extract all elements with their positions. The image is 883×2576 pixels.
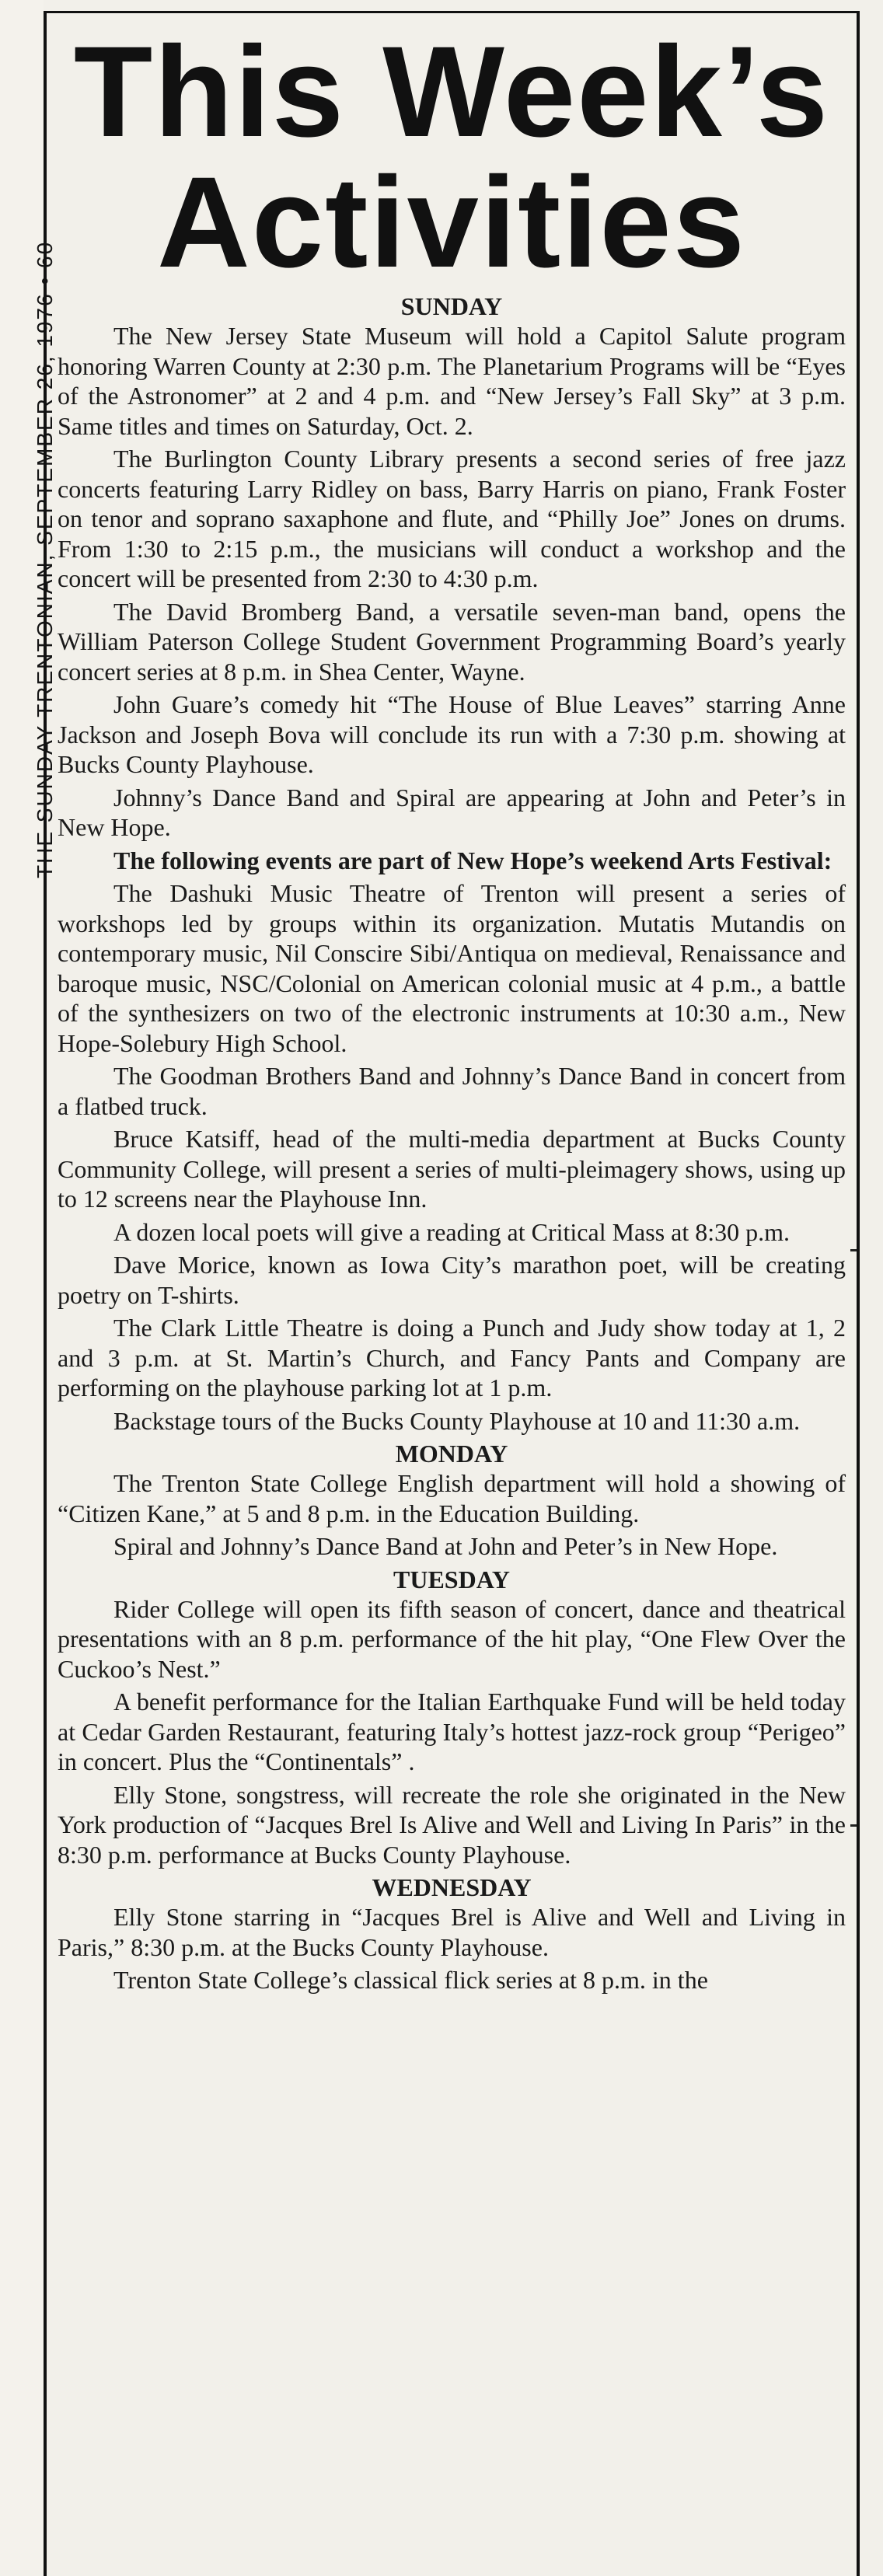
headline-line-2: Activities [156, 151, 747, 295]
running-header: THE SUNDAY TRENTONIAN, SEPTEMBER 26, 1976 • 60 [33, 240, 57, 878]
column-rule-tick [850, 1249, 857, 1251]
article-box [44, 11, 860, 2576]
event-paragraph: Elly Stone starring in “Jacques Brel is Alive and Well and Living in Paris,” 8:30 p.m. at the Bucks County Playhouse. [58, 1903, 846, 1961]
event-paragraph: The Clark Little Theatre is doing a Punch and Judy show today at 1, 2 and 3 p.m. at St. Martin’s Church, and Fancy Pants and Company are performing on the playhouse parking lot at 1 p.m. [58, 1314, 846, 1401]
event-paragraph: Rider College will open its fifth season of concert, dance and theatrical presentations with an 8 p.m. performance of the hit play, “One Flew Over the Cuckoo’s Nest.” [58, 1594, 846, 1683]
headline [47, 20, 857, 295]
event-paragraph: Spiral and Johnny’s Dance Band at John and Peter’s in New Hope. [113, 1532, 778, 1560]
headline-line-1: This Week’s [73, 20, 830, 164]
day-heading-wednesday: WEDNESDAY [372, 1873, 532, 1901]
event-paragraph: A dozen local poets will give a reading at Critical Mass at 8:30 p.m. [113, 1217, 791, 1246]
event-paragraph: The Dashuki Music Theatre of Trenton will present a series of workshops led by groups within its organization. Mutatis Mutandis on contemporary music, Nil Conscire Sibi/Antiqua on medieval, Renaissance and baroque music, NSC/Colonial on American colonial music at 4 p.m., a battle of the synthesizers on two of the electronic instruments at 10:30 a.m., New Hope-Solebury High School. [58, 879, 846, 1057]
event-paragraph: The David Bromberg Band, a versatile seven-man band, opens the William Paterson College Student Government Programming Board’s yearly concert series at 8 p.m. in Shea Center, Wayne. [58, 597, 846, 686]
event-paragraph: Trenton State College’s classical flick series at 8 p.m. in the [113, 1966, 708, 1994]
page-margin [0, 0, 57, 2570]
event-paragraph: Elly Stone, songstress, will recreate the role she originated in the New York production of “Jacques Brel Is Alive and Well and Living In Paris” in the 8:30 p.m. performance at Bucks County Playhouse. [58, 1780, 846, 1869]
event-paragraph: The Burlington County Library presents a second series of free jazz concerts featuring Larry Ridley on bass, Barry Harris on piano, Frank Foster on tenor and soprano saxaphone and flute, and “Philly Joe” Jones on drums. From 1:30 to 2:15 p.m., the musicians will conduct a workshop and the concert will be presented from 2:30 to 4:30 p.m. [58, 445, 846, 592]
column-rule-tick [850, 1824, 857, 1827]
day-heading-monday: MONDAY [395, 1440, 508, 1468]
event-paragraph: Backstage tours of the Bucks County Playhouse at 10 and 11:30 a.m. [113, 1406, 801, 1435]
event-paragraph: John Guare’s comedy hit “The House of Blue Leaves” starring Anne Jackson and Joseph Bova will conclude its run with a 7:30 p.m. showing at Bucks County Playhouse. [58, 690, 846, 778]
event-paragraph: The New Jersey State Museum will hold a Capitol Salute program honoring Warren County at 2:30 p.m. The Planetarium Programs will be “Eyes of the Astronomer” at 2 and 4 p.m. and “New Jersey’s Fall Sky” at 3 p.m. Same titles and times on Saturday, Oct. 2. [58, 322, 846, 440]
article-body [47, 291, 857, 1995]
event-paragraph: The Trenton State College English department will hold a showing of “Citizen Kane,” at 5 and 8 p.m. in the Education Building. [58, 1469, 846, 1527]
event-paragraph: The Goodman Brothers Band and Johnny’s Dance Band in concert from a flatbed truck. [58, 1062, 846, 1120]
day-heading-tuesday: TUESDAY [393, 1565, 510, 1593]
event-paragraph: Dave Morice, known as Iowa City’s marathon poet, will be creating poetry on T-shirts. [58, 1251, 846, 1309]
event-paragraph: A benefit performance for the Italian Earthquake Fund will be held today at Cedar Garden Restaurant, featuring Italy’s hottest jazz-rock group “Perigeo” in concert. Plus the “Continentals” . [58, 1688, 846, 1775]
day-heading-sunday: SUNDAY [400, 292, 503, 320]
event-paragraph: Johnny’s Dance Band and Spiral are appearing at John and Peter’s in New Hope. [58, 783, 846, 841]
section-lead-in: The following events are part of New Hope’s weekend Arts Festival: [113, 846, 832, 874]
event-paragraph: Bruce Katsiff, head of the multi-media department at Bucks County Community College, will present a series of multi-pleimagery shows, using up to 12 screens near the Playhouse Inn. [58, 1125, 846, 1213]
